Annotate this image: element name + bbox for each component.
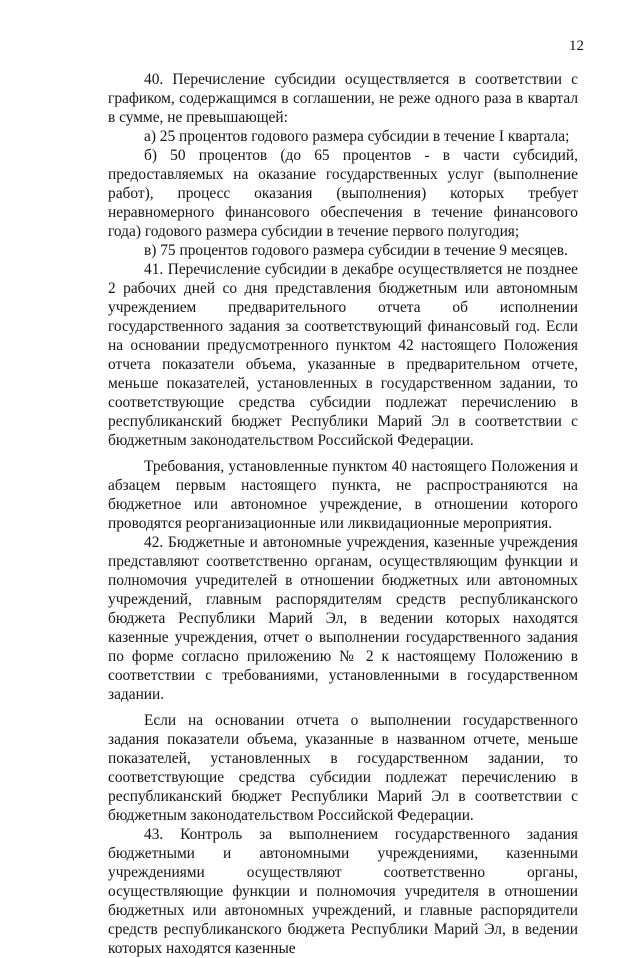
paragraph-41: 41. Перечисление субсидии в декабре осуществляется не позднее 2 рабочих дней со дня представления бюджетным или автономным учреждением предварительного отчета об исполнении государственного задания за соответствующий финансовый год. Если на основании предусмотренного пунктом 42 настоящего Положения отчета показатели объема, указанные в предварительном отчете, меньше показателей, установленных в государственном задании, то соответствующие средства субсидии подлежат перечислению в республиканский бюджет Республики Марий Эл в соответствии с бюджетным законодательством Российской Федерации. bbox=[108, 261, 578, 449]
paragraph-40: 40. Перечисление субсидии осуществляется в соответствии с графиком, содержащимся в соглашении, не реже одного раза в квартал в сумме, не превышающей: bbox=[108, 71, 578, 126]
paragraph-spacer bbox=[108, 450, 578, 457]
paragraph-spacer bbox=[108, 704, 578, 711]
paragraph-40-item-a: а) 25 процентов годового размера субсидии в течение I квартала; bbox=[144, 128, 570, 145]
paragraph-40-item-b: б) 50 процентов (до 65 процентов - в части субсидий, предоставляемых на оказание государственных услуг (выполнение работ), процесс оказания (выполнения) которых требует неравномерного финансового обеспечения в течение финансового года) годового размера субсидии в течение первого полугодия; bbox=[108, 147, 578, 240]
paragraph-42-report: Если на основании отчета о выполнении государственного задания показатели объема, указанные в названном отчете, меньше показателей, установленных в государственном задании, то соответствующие средства субсидии подлежат перечислению в республиканский бюджет Республики Марий Эл в соответствии с бюджетным законодательством Российской Федерации. bbox=[108, 712, 578, 824]
document-body bbox=[108, 70, 578, 958]
paragraph-41-requirements: Требования, установленные пунктом 40 настоящего Положения и абзацем первым настоящего пункта, не распространяются на бюджетное или автономное учреждение, в отношении которого проводятся реорганизационные или ликвидационные мероприятия. bbox=[108, 458, 578, 532]
page-number: 12 bbox=[569, 38, 584, 54]
paragraph-42: 42. Бюджетные и автономные учреждения, казенные учреждения представляют соответственно органам, осуществляющим функции и полномочия учредителей в отношении бюджетных или автономных учреждений, главным распорядителям средств республиканского бюджета Республики Марий Эл, в ведении которых находятся казенные учреждения, отчет о выполнении государственного задания по форме согласно приложению № 2 к настоящему Положению в соответствии с требованиями, установленными в государственном задании. bbox=[108, 534, 578, 703]
paragraph-40-item-v: в) 75 процентов годового размера субсидии в течение 9 месяцев. bbox=[144, 242, 568, 259]
paragraph-43: 43. Контроль за выполнением государственного задания бюджетными и автономными учреждениями, казенными учреждениями осуществляют соответственно органы, осуществляющие функции и полномочия учредителя в отношении бюджетных или автономных учреждений, и главные распорядители средств республиканского бюджета Республики Марий Эл, в ведении которых находятся казенные bbox=[108, 826, 578, 957]
